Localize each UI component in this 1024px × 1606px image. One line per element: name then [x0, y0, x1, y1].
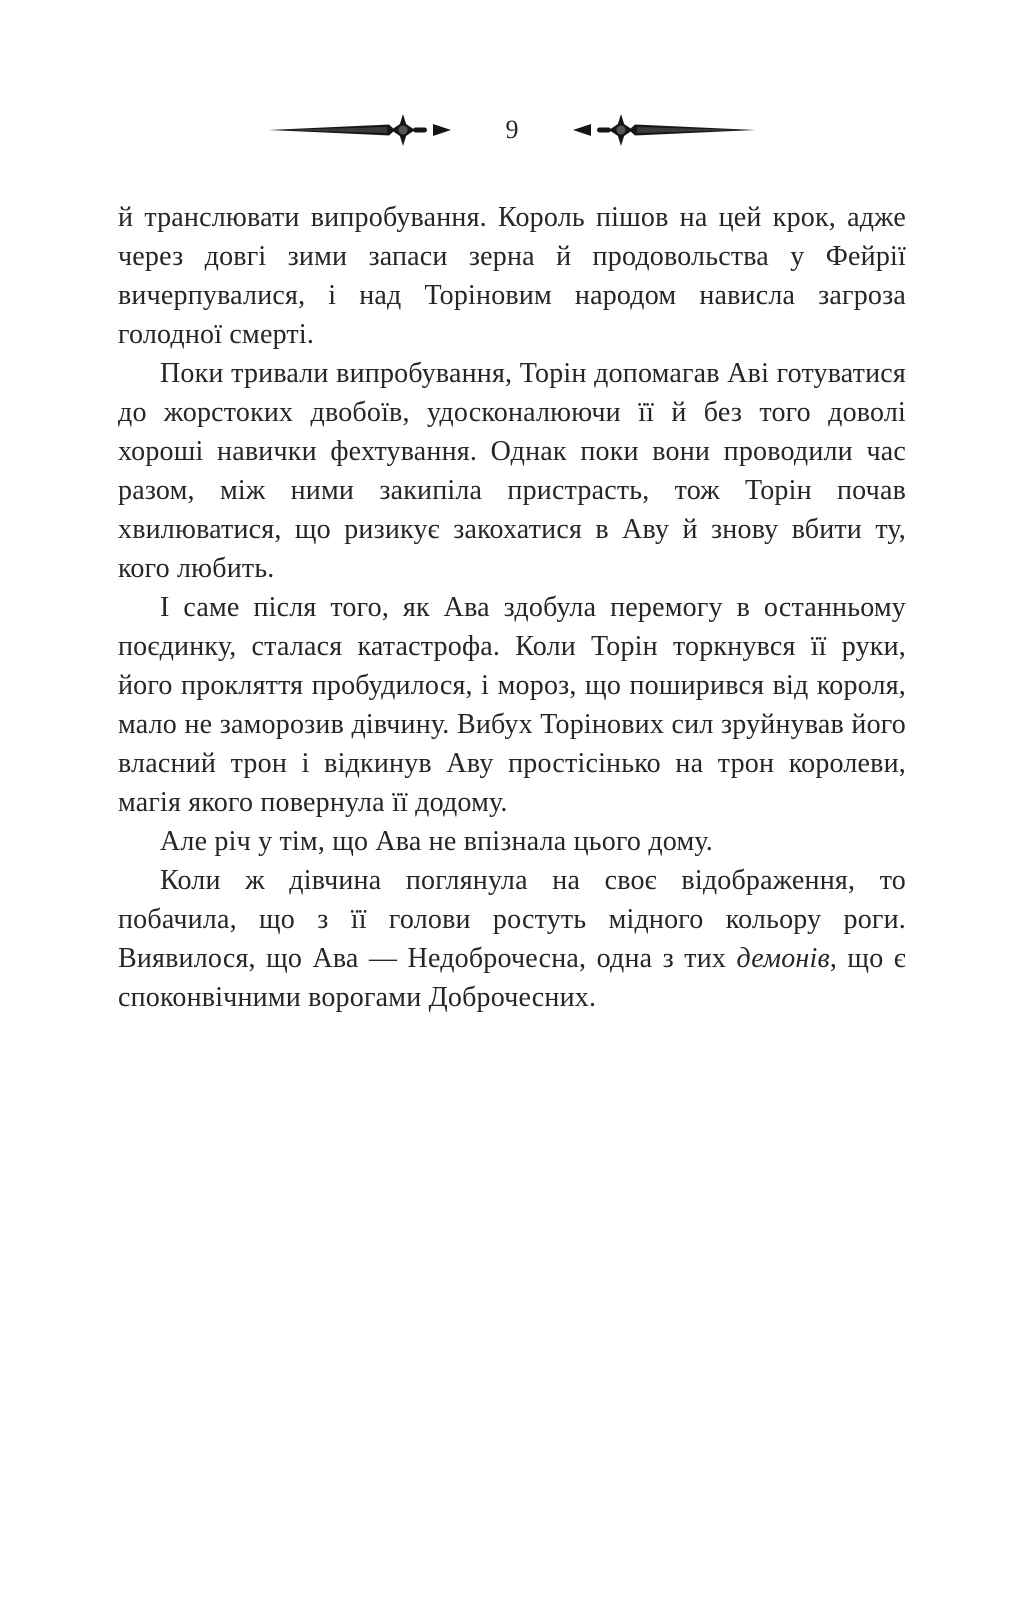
- paragraph: [118, 198, 906, 354]
- text-run: Але річ у тім, що Ава не впізнала цього дому.: [160, 826, 713, 857]
- paragraph: [118, 822, 906, 861]
- page-header: [118, 112, 906, 148]
- paragraph: [118, 861, 906, 1017]
- italic-text-run: демонів: [736, 943, 830, 974]
- paragraph: [118, 588, 906, 822]
- text-run: І саме після того, як Ава здобула перемогу в останньому поєдинку, сталася катастрофа. Коли Торін торкнувся її руки, його прокляття пробудилося, і мороз, що поширився від короля, мало не заморозив дівчину. Вибух Торінових сил зруйнував його власний трон і відкинув Аву простісінько на трон королеви, магія якого повернула її додому.: [118, 592, 906, 818]
- paragraph: [118, 354, 906, 588]
- text-run: й транслювати випробування. Король пішов на цей крок, адже через довгі зими запаси зерна й продовольства у Фейрії вичерпувалися, і над Торіновим народом нависла загроза голодної смерті.: [118, 202, 906, 350]
- text-run: Поки тривали випробування, Торін допомагав Аві готуватися до жорстоких двобоїв, удосконалюючи її й без того доволі хороші навички фехтування. Однак поки вони проводили час разом, між ними закипіла пристрасть, тож Торін почав хвилюватися, що ризикує закохатися в Аву й знову вбити ту, кого любить.: [118, 358, 906, 584]
- text-run: Коли ж дівчина поглянула на своє відображення, то побачила, що з її голови ростуть мідного кольору роги. Виявилося, що Ава — Недоброчесна, одна з тих: [118, 865, 906, 974]
- text-run: , що є споконвічними ворогами Доброчесних.: [118, 943, 906, 1013]
- sword-divider-icon: [267, 112, 475, 148]
- sword-divider-icon: [549, 112, 757, 148]
- page-number: 9: [505, 115, 519, 144]
- text-block: [118, 198, 906, 1017]
